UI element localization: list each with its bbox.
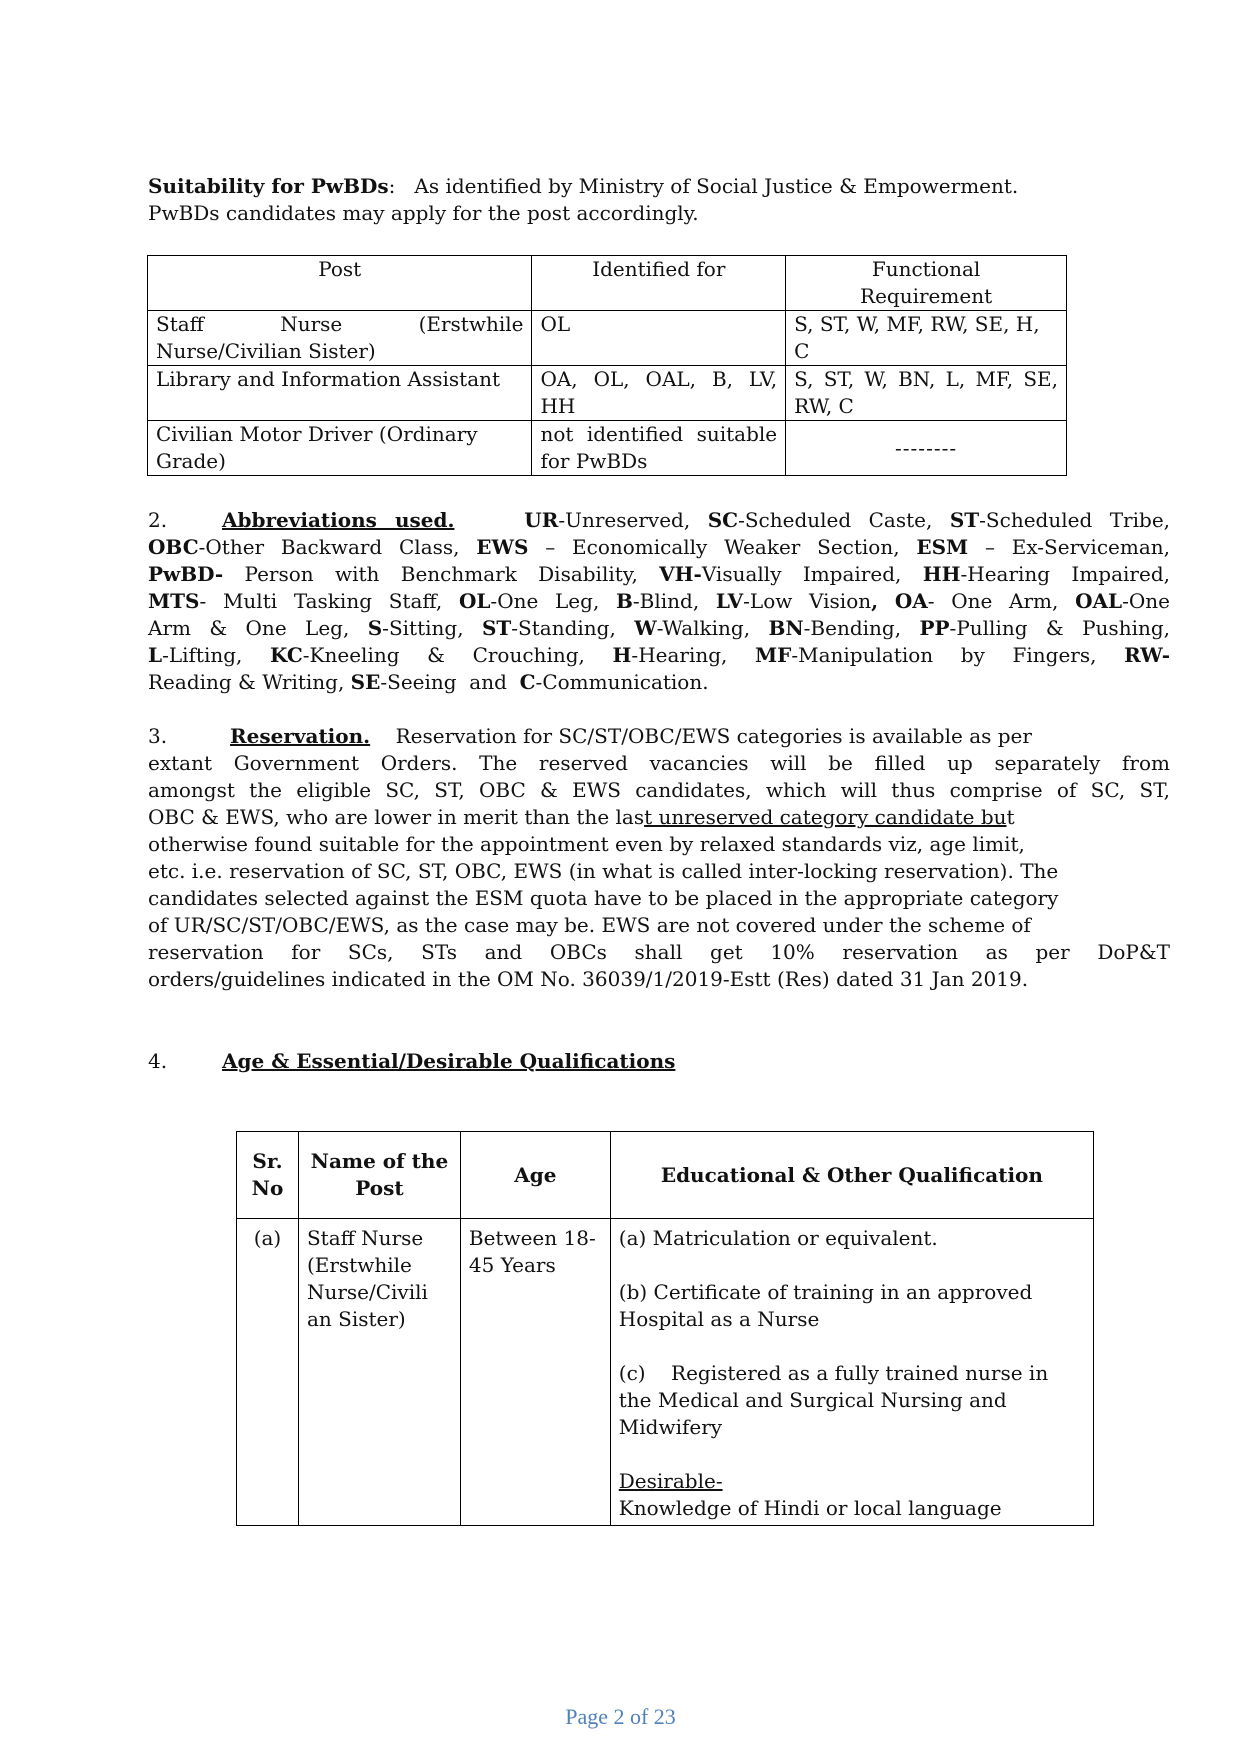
cell-post-name: Staff Nurse (Erstwhile Nurse/Civili an Sister) <box>298 1219 460 1526</box>
abbr-line: 2. Abbreviations used. UR-Unreserved, SC-Scheduled Caste, ST-Scheduled Tribe, <box>148 508 1171 532</box>
cell-identified-for: OL <box>532 311 786 366</box>
pwbd-suitability-table <box>147 255 1067 476</box>
underlined-phrase: t unreserved category candidate bu <box>644 805 1007 829</box>
cell-sr-no: (a) <box>237 1219 299 1526</box>
cell-functional-requirement: S, ST, W, BN, L, MF, SE, RW, C <box>786 366 1067 421</box>
suitability-line-1: Suitability for PwBDs: As identified by Ministry of Social Justice & Empowerment. <box>148 174 1019 198</box>
reservation-line: amongst the eligible SC, ST, OBC & EWS candidates, which will thus comprise of SC, ST, <box>148 778 1170 802</box>
qualifications-table <box>236 1131 1094 1526</box>
header-qualification: Educational & Other Qualification <box>610 1132 1093 1219</box>
desirable-label: Desirable- <box>618 1469 723 1493</box>
cell-age: Between 18-45 Years <box>460 1219 610 1526</box>
table-header-row <box>237 1132 1094 1219</box>
qualification-b: (b) Certificate of training in an approved Hospital as a Nurse <box>618 1280 1033 1331</box>
table-row <box>148 421 1067 476</box>
cell-functional-requirement: S, ST, W, MF, RW, SE, H, C <box>786 311 1067 366</box>
header-name-of-post: Name of the Post <box>298 1132 460 1219</box>
table-row <box>148 366 1067 421</box>
abbr-line: OBC-Other Backward Class, EWS – Economically Weaker Section, ESM – Ex-Serviceman, <box>148 535 1170 559</box>
section-number: 4. <box>148 1049 168 1073</box>
reservation-line: reservation for SCs, STs and OBCs shall get 10% reservation as per DoP&T <box>148 940 1170 964</box>
desirable-qualification <box>619 1468 1085 1522</box>
suitability-label: Suitability for PwBDs <box>148 174 389 198</box>
suitability-line-2: PwBDs candidates may apply for the post accordingly. <box>148 201 699 225</box>
cell-qualifications <box>610 1219 1093 1526</box>
cell-post: Staff Nurse (Erstwhile Nurse/Civilian Sister) <box>148 311 532 366</box>
suitability-text: As identified by Ministry of Social Justice & Empowerment. <box>414 174 1019 198</box>
cell-functional-requirement: -------- <box>786 421 1067 476</box>
header-identified-for: Identified for <box>532 256 786 311</box>
section-number: 2. <box>148 508 168 532</box>
reservation-line: etc. i.e. reservation of SC, ST, OBC, EWS (in what is called inter-locking reservation). The <box>148 859 1059 883</box>
qualifications-heading <box>148 1048 675 1075</box>
cell-post: Library and Information Assistant <box>148 366 532 421</box>
table-header-row <box>148 256 1067 311</box>
table-row <box>237 1219 1094 1526</box>
header-age: Age <box>460 1132 610 1219</box>
abbr-line: L-Lifting, KC-Kneeling & Crouching, H-Hearing, MF-Manipulation by Fingers, RW- <box>148 643 1170 667</box>
reservation-line: otherwise found suitable for the appointment even by relaxed standards viz, age limit, <box>148 832 1025 856</box>
cell-post: Civilian Motor Driver (Ordinary Grade) <box>148 421 532 476</box>
reservation-line: extant Government Orders. The reserved vacancies will be filled up separately from <box>148 751 1170 775</box>
section-heading: Age & Essential/Desirable Qualifications <box>222 1049 676 1073</box>
reservation-line: 3. Reservation. Reservation for SC/ST/OBC/EWS categories is available as per <box>148 724 1032 748</box>
header-functional-requirement: Functional Requirement <box>786 256 1067 311</box>
qualification-c: (c) Registered as a fully trained nurse in the Medical and Surgical Nursing and Midwifery <box>618 1361 1049 1439</box>
abbr-line: MTS- Multi Tasking Staff, OL-One Leg, B-Blind, LV-Low Vision, OA- One Arm, OAL-One <box>148 589 1170 613</box>
cell-identified-for: OA, OL, OAL, B, LV, HH <box>532 366 786 421</box>
cell-identified-for: not identified suitable for PwBDs <box>532 421 786 476</box>
qualification-a: (a) Matriculation or equivalent. <box>618 1226 938 1250</box>
reservation-line: of UR/SC/ST/OBC/EWS, as the case may be. EWS are not covered under the scheme of <box>148 913 1031 937</box>
header-sr-no: Sr. No <box>237 1132 299 1219</box>
abbr-line: Arm & One Leg, S-Sitting, ST-Standing, W-Walking, BN-Bending, PP-Pulling & Pushing, <box>148 616 1171 640</box>
abbr-line: Reading & Writing, SE-Seeing and C-Communication. <box>148 670 709 694</box>
desirable-text: Knowledge of Hindi or local language <box>618 1496 1002 1520</box>
table-row <box>148 311 1067 366</box>
reservation-line: candidates selected against the ESM quota have to be placed in the appropriate category <box>148 886 1059 910</box>
reservation-line: OBC & EWS, who are lower in merit than the last unreserved category candidate but <box>148 805 1015 829</box>
section-heading: Abbreviations used. <box>222 508 455 532</box>
page-number: Page 2 of 23 <box>565 1704 676 1729</box>
section-number: 3. <box>148 724 168 748</box>
abbr-line: PwBD- Person with Benchmark Disability, VH-Visually Impaired, HH-Hearing Impaired, <box>148 562 1170 586</box>
header-post: Post <box>148 256 532 311</box>
section-heading: Reservation. <box>230 724 371 748</box>
reservation-line: orders/guidelines indicated in the OM No. 36039/1/2019-Estt (Res) dated 31 Jan 2019. <box>148 967 1029 991</box>
